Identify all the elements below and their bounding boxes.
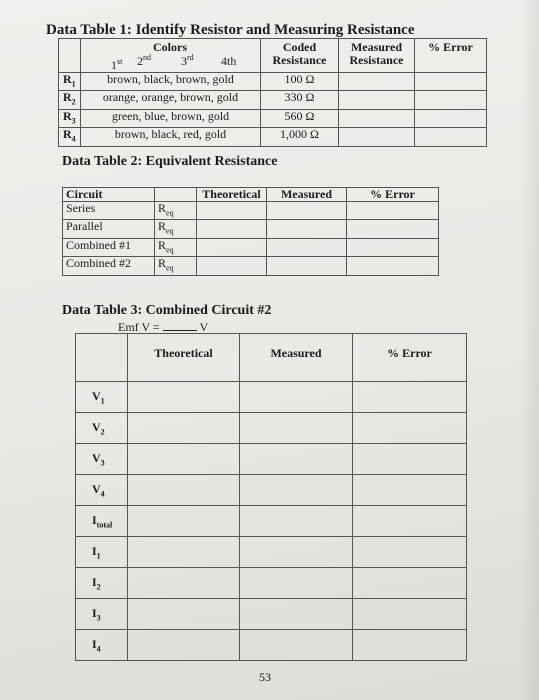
quantity-label: $I_4$ xyxy=(76,630,128,661)
circuit-name: Combined #1 xyxy=(63,238,155,256)
measured-cell[interactable] xyxy=(267,220,347,238)
theoretical-cell[interactable] xyxy=(128,413,240,444)
table-row xyxy=(76,630,467,661)
measured-resistance-cell[interactable] xyxy=(339,73,415,91)
table-row xyxy=(59,91,487,109)
quantity-label: $V_2$ xyxy=(76,413,128,444)
measured-cell[interactable] xyxy=(240,630,353,661)
measured-cell[interactable] xyxy=(240,506,353,537)
resistor-label: $R_3$ xyxy=(59,109,81,127)
measured-cell[interactable] xyxy=(267,257,347,275)
color-bands: green, blue, brown, gold xyxy=(81,109,261,127)
measured-cell[interactable] xyxy=(240,413,353,444)
table1-header-blank xyxy=(59,39,81,73)
measured-resistance-cell[interactable] xyxy=(339,109,415,127)
band2-header: 2nd xyxy=(137,53,151,68)
emf-blank[interactable] xyxy=(163,320,197,331)
percent-error-cell[interactable] xyxy=(353,382,467,413)
measured-cell[interactable] xyxy=(240,382,353,413)
percent-error-cell[interactable] xyxy=(353,506,467,537)
measured-cell[interactable] xyxy=(267,202,347,220)
color-bands: brown, black, brown, gold xyxy=(81,73,261,91)
table-row xyxy=(76,475,467,506)
req-symbol: $R_{eq}$ xyxy=(155,257,197,275)
percent-error-header: % Error xyxy=(415,39,487,73)
quantity-label: $I_2$ xyxy=(76,568,128,599)
quantity-label: $I_3$ xyxy=(76,599,128,630)
colors-header: Colors xyxy=(153,40,187,54)
resistor-label: $R_4$ xyxy=(59,128,81,146)
theoretical-cell[interactable] xyxy=(128,506,240,537)
resistor-label: $R_2$ xyxy=(59,91,81,109)
theoretical-cell[interactable] xyxy=(197,202,267,220)
coded-resistance: 560 Ω xyxy=(261,109,339,127)
circuit-name: Series xyxy=(63,202,155,220)
table-row xyxy=(59,109,487,127)
theoretical-cell[interactable] xyxy=(128,599,240,630)
table-row xyxy=(63,220,439,238)
table-row xyxy=(76,506,467,537)
theoretical-header: Theoretical xyxy=(197,188,267,202)
percent-error-header: % Error xyxy=(353,334,467,382)
table-row xyxy=(63,202,439,220)
percent-error-cell[interactable] xyxy=(415,91,487,109)
percent-error-cell[interactable] xyxy=(353,630,467,661)
theoretical-cell[interactable] xyxy=(197,220,267,238)
combined-circuit-table xyxy=(75,333,467,661)
table-row xyxy=(59,73,487,91)
measured-resistance-cell[interactable] xyxy=(339,128,415,146)
percent-error-cell[interactable] xyxy=(347,220,439,238)
measured-resistance-header: Measured Resistance xyxy=(339,39,415,73)
band4-header: 4th xyxy=(221,54,237,68)
table-row xyxy=(63,257,439,275)
resistor-label: $R_1$ xyxy=(59,73,81,91)
theoretical-cell[interactable] xyxy=(128,475,240,506)
quantity-label: $I_{total}$ xyxy=(76,506,128,537)
theoretical-cell[interactable] xyxy=(128,444,240,475)
percent-error-cell[interactable] xyxy=(347,238,439,256)
percent-error-cell[interactable] xyxy=(353,475,467,506)
color-bands: brown, black, red, gold xyxy=(81,128,261,146)
percent-error-cell[interactable] xyxy=(353,413,467,444)
page-shadow xyxy=(521,0,539,700)
quantity-label: $V_3$ xyxy=(76,444,128,475)
emf-label: Emf V = xyxy=(118,320,160,334)
table-row xyxy=(59,128,487,146)
coded-resistance-header: Coded Resistance xyxy=(261,39,339,73)
percent-error-cell[interactable] xyxy=(353,537,467,568)
quantity-label: $V_4$ xyxy=(76,475,128,506)
page-number: 53 xyxy=(259,670,271,684)
theoretical-cell[interactable] xyxy=(128,568,240,599)
percent-error-cell[interactable] xyxy=(353,444,467,475)
table-row xyxy=(76,568,467,599)
table-row xyxy=(76,413,467,444)
measured-header: Measured xyxy=(267,188,347,202)
circuit-header: Circuit xyxy=(63,188,155,202)
table-row xyxy=(76,444,467,475)
quantity-label: $V_1$ xyxy=(76,382,128,413)
theoretical-cell[interactable] xyxy=(128,382,240,413)
percent-error-cell[interactable] xyxy=(415,109,487,127)
label-header-blank xyxy=(76,334,128,382)
band3-header: 3rd xyxy=(181,53,194,68)
circuit-name: Combined #2 xyxy=(63,257,155,275)
table-row xyxy=(76,537,467,568)
band1-header: 1st xyxy=(111,57,123,72)
percent-error-cell[interactable] xyxy=(353,599,467,630)
color-bands: orange, orange, brown, gold xyxy=(81,91,261,109)
percent-error-cell[interactable] xyxy=(415,73,487,91)
measured-cell[interactable] xyxy=(240,475,353,506)
measured-cell[interactable] xyxy=(240,444,353,475)
theoretical-cell[interactable] xyxy=(197,257,267,275)
table3-title: Data Table 3: Combined Circuit #2 xyxy=(62,303,272,318)
percent-error-cell[interactable] xyxy=(415,128,487,146)
measured-cell[interactable] xyxy=(240,537,353,568)
theoretical-cell[interactable] xyxy=(128,630,240,661)
percent-error-header: % Error xyxy=(347,188,439,202)
quantity-label: $I_1$ xyxy=(76,537,128,568)
percent-error-cell[interactable] xyxy=(347,202,439,220)
theoretical-cell[interactable] xyxy=(128,537,240,568)
table1-title: Data Table 1: Identify Resistor and Measuring Resistance xyxy=(46,22,415,38)
theoretical-cell[interactable] xyxy=(197,238,267,256)
coded-resistance: 330 Ω xyxy=(261,91,339,109)
emf-unit: V xyxy=(199,320,209,334)
percent-error-cell[interactable] xyxy=(347,257,439,275)
req-symbol: $R_{eq}$ xyxy=(155,238,197,256)
resistor-table xyxy=(58,38,487,147)
percent-error-cell[interactable] xyxy=(353,568,467,599)
table-row xyxy=(76,382,467,413)
equivalent-resistance-table xyxy=(62,187,439,276)
coded-resistance: 1,000 Ω xyxy=(261,128,339,146)
table3-header-row xyxy=(76,334,467,382)
table-row xyxy=(63,238,439,256)
measured-header: Measured xyxy=(240,334,353,382)
measured-resistance-cell[interactable] xyxy=(339,91,415,109)
measured-cell[interactable] xyxy=(240,599,353,630)
circuit-name: Parallel xyxy=(63,220,155,238)
table2-header-row xyxy=(63,188,439,202)
measured-cell[interactable] xyxy=(240,568,353,599)
req-symbol: $R_{eq}$ xyxy=(155,202,197,220)
colors-header-cell xyxy=(81,39,261,73)
symbol-header-blank xyxy=(155,188,197,202)
req-symbol: $R_{eq}$ xyxy=(155,220,197,238)
table1-header-row xyxy=(59,39,487,73)
table-row xyxy=(76,599,467,630)
measured-cell[interactable] xyxy=(267,238,347,256)
theoretical-header: Theoretical xyxy=(128,334,240,382)
table2-title: Data Table 2: Equivalent Resistance xyxy=(62,154,278,169)
coded-resistance: 100 Ω xyxy=(261,73,339,91)
